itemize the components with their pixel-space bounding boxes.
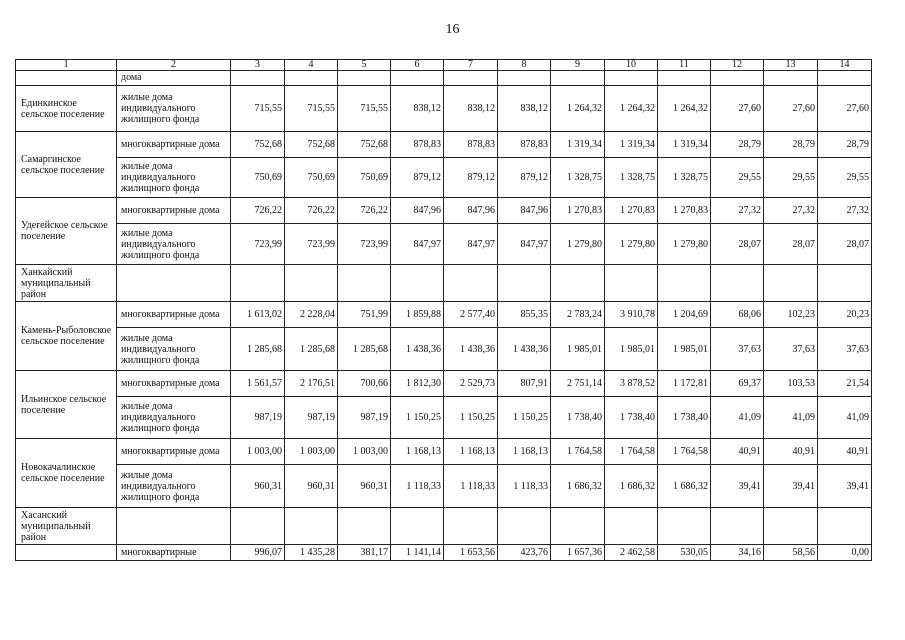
table-row xyxy=(16,397,872,439)
value-cell: 751,99 xyxy=(338,302,391,328)
value-cell: 1 279,80 xyxy=(658,224,711,265)
value-cell: 28,79 xyxy=(764,132,818,158)
value-cell: 723,99 xyxy=(285,224,338,265)
column-number: 2 xyxy=(117,60,231,71)
value-cell: 1 285,68 xyxy=(338,328,391,371)
value-cell: 1 657,36 xyxy=(551,545,605,561)
value-cell: 1 686,32 xyxy=(658,465,711,508)
value-cell: 1 859,88 xyxy=(391,302,444,328)
value-cell: 2 462,58 xyxy=(605,545,658,561)
value-cell xyxy=(231,265,285,302)
value-cell: 1 270,83 xyxy=(551,198,605,224)
value-cell: 27,32 xyxy=(711,198,764,224)
value-cell xyxy=(498,508,551,545)
value-cell: 1 150,25 xyxy=(444,397,498,439)
value-cell: 29,55 xyxy=(764,158,818,198)
value-cell: 700,66 xyxy=(338,371,391,397)
table-row xyxy=(16,465,872,508)
value-cell: 878,83 xyxy=(391,132,444,158)
value-cell: 37,63 xyxy=(818,328,872,371)
value-cell: 1 738,40 xyxy=(658,397,711,439)
value-cell: 1 118,33 xyxy=(444,465,498,508)
value-cell: 58,56 xyxy=(764,545,818,561)
value-cell: 723,99 xyxy=(231,224,285,265)
housing-type-cell: многоквартирные дома xyxy=(117,198,231,224)
municipality-cell: Ханкайский муниципальный район xyxy=(16,265,117,302)
value-cell: 1 328,75 xyxy=(605,158,658,198)
tariff-table xyxy=(15,59,872,561)
value-cell xyxy=(711,71,764,86)
housing-type-cell: многоквартирные xyxy=(117,545,231,561)
value-cell: 28,07 xyxy=(818,224,872,265)
value-cell: 68,06 xyxy=(711,302,764,328)
municipality-cell: Ильинское сельское поселение xyxy=(16,371,117,439)
value-cell: 847,96 xyxy=(498,198,551,224)
value-cell xyxy=(498,71,551,86)
housing-type-cell: жилые дома индивидуального жилищного фонда xyxy=(117,465,231,508)
value-cell xyxy=(231,508,285,545)
value-cell xyxy=(391,265,444,302)
value-cell: 2 228,04 xyxy=(285,302,338,328)
housing-type-cell: жилые дома индивидуального жилищного фонда xyxy=(117,328,231,371)
table-row xyxy=(16,545,872,561)
value-cell: 1 264,32 xyxy=(605,86,658,132)
value-cell: 1 279,80 xyxy=(551,224,605,265)
value-cell xyxy=(338,508,391,545)
column-number: 3 xyxy=(231,60,285,71)
value-cell: 1 270,83 xyxy=(605,198,658,224)
value-cell: 103,53 xyxy=(764,371,818,397)
table-row xyxy=(16,158,872,198)
column-number: 9 xyxy=(551,60,605,71)
value-cell: 855,35 xyxy=(498,302,551,328)
table-row xyxy=(16,508,872,545)
value-cell xyxy=(444,265,498,302)
column-number: 4 xyxy=(285,60,338,71)
value-cell: 987,19 xyxy=(338,397,391,439)
housing-type-cell: жилые дома индивидуального жилищного фонда xyxy=(117,86,231,132)
page-number: 16 xyxy=(445,22,460,37)
value-cell xyxy=(285,508,338,545)
value-cell xyxy=(231,71,285,86)
value-cell: 27,60 xyxy=(764,86,818,132)
value-cell xyxy=(711,265,764,302)
value-cell: 987,19 xyxy=(285,397,338,439)
value-cell: 1 172,81 xyxy=(658,371,711,397)
value-cell: 2 577,40 xyxy=(444,302,498,328)
value-cell: 1 438,36 xyxy=(391,328,444,371)
value-cell: 28,79 xyxy=(818,132,872,158)
value-cell: 750,69 xyxy=(285,158,338,198)
value-cell: 1 168,13 xyxy=(444,439,498,465)
column-number: 13 xyxy=(764,60,818,71)
value-cell: 715,55 xyxy=(338,86,391,132)
value-cell: 1 319,34 xyxy=(658,132,711,158)
value-cell: 1 168,13 xyxy=(391,439,444,465)
housing-type-cell: многоквартирные дома xyxy=(117,302,231,328)
value-cell: 37,63 xyxy=(764,328,818,371)
housing-type-cell: многоквартирные дома xyxy=(117,132,231,158)
column-number: 11 xyxy=(658,60,711,71)
value-cell: 1 264,32 xyxy=(551,86,605,132)
value-cell: 34,16 xyxy=(711,545,764,561)
value-cell: 39,41 xyxy=(818,465,872,508)
housing-type-cell: жилые дома индивидуального жилищного фонда xyxy=(117,158,231,198)
value-cell xyxy=(551,265,605,302)
value-cell: 39,41 xyxy=(711,465,764,508)
value-cell xyxy=(498,265,551,302)
value-cell: 29,55 xyxy=(818,158,872,198)
value-cell: 3 910,78 xyxy=(605,302,658,328)
value-cell: 1 561,57 xyxy=(231,371,285,397)
value-cell: 960,31 xyxy=(285,465,338,508)
value-cell: 1 003,00 xyxy=(338,439,391,465)
table-row xyxy=(16,439,872,465)
value-cell: 1 118,33 xyxy=(498,465,551,508)
column-number-row xyxy=(16,60,872,71)
value-cell: 847,97 xyxy=(444,224,498,265)
value-cell: 987,19 xyxy=(231,397,285,439)
value-cell xyxy=(444,508,498,545)
value-cell xyxy=(391,508,444,545)
housing-type-cell: жилые дома индивидуального жилищного фонда xyxy=(117,397,231,439)
table-row xyxy=(16,224,872,265)
value-cell: 752,68 xyxy=(338,132,391,158)
value-cell: 752,68 xyxy=(285,132,338,158)
column-number: 14 xyxy=(818,60,872,71)
value-cell: 878,83 xyxy=(498,132,551,158)
value-cell xyxy=(551,71,605,86)
municipality-cell: Самаргинское сельское поселение xyxy=(16,132,117,198)
value-cell: 0,00 xyxy=(818,545,872,561)
value-cell: 20,23 xyxy=(818,302,872,328)
value-cell: 1 985,01 xyxy=(605,328,658,371)
value-cell: 27,32 xyxy=(764,198,818,224)
value-cell: 21,54 xyxy=(818,371,872,397)
value-cell: 715,55 xyxy=(231,86,285,132)
value-cell: 750,69 xyxy=(338,158,391,198)
municipality-cell: Камень-Рыболовское сельское поселение xyxy=(16,302,117,371)
table-row xyxy=(16,265,872,302)
value-cell: 41,09 xyxy=(711,397,764,439)
column-number: 12 xyxy=(711,60,764,71)
table-row xyxy=(16,328,872,371)
municipality-cell xyxy=(16,545,117,561)
value-cell: 28,07 xyxy=(711,224,764,265)
value-cell xyxy=(551,508,605,545)
housing-type-cell: жилые дома индивидуального жилищного фонда xyxy=(117,224,231,265)
value-cell xyxy=(764,71,818,86)
value-cell xyxy=(285,71,338,86)
value-cell: 1 118,33 xyxy=(391,465,444,508)
value-cell: 1 150,25 xyxy=(498,397,551,439)
value-cell: 1 764,58 xyxy=(658,439,711,465)
value-cell: 29,55 xyxy=(711,158,764,198)
value-cell: 1 319,34 xyxy=(551,132,605,158)
value-cell: 752,68 xyxy=(231,132,285,158)
value-cell: 996,07 xyxy=(231,545,285,561)
housing-type-cell: многоквартирные дома xyxy=(117,439,231,465)
column-number: 6 xyxy=(391,60,444,71)
value-cell xyxy=(658,71,711,86)
value-cell xyxy=(658,265,711,302)
table-row xyxy=(16,86,872,132)
value-cell xyxy=(818,71,872,86)
value-cell: 1 279,80 xyxy=(605,224,658,265)
value-cell: 1 285,68 xyxy=(231,328,285,371)
value-cell xyxy=(605,71,658,86)
value-cell: 1 270,83 xyxy=(658,198,711,224)
value-cell: 838,12 xyxy=(391,86,444,132)
value-cell: 1 003,00 xyxy=(285,439,338,465)
value-cell: 3 878,52 xyxy=(605,371,658,397)
table-row xyxy=(16,132,872,158)
value-cell xyxy=(391,71,444,86)
column-number: 8 xyxy=(498,60,551,71)
value-cell: 838,12 xyxy=(498,86,551,132)
value-cell xyxy=(764,508,818,545)
value-cell: 27,32 xyxy=(818,198,872,224)
table-row xyxy=(16,198,872,224)
municipality-cell xyxy=(16,71,117,86)
column-number: 7 xyxy=(444,60,498,71)
value-cell: 1 150,25 xyxy=(391,397,444,439)
value-cell: 726,22 xyxy=(231,198,285,224)
table-row xyxy=(16,371,872,397)
value-cell: 960,31 xyxy=(338,465,391,508)
value-cell xyxy=(444,71,498,86)
value-cell xyxy=(605,265,658,302)
value-cell: 41,09 xyxy=(818,397,872,439)
value-cell: 39,41 xyxy=(764,465,818,508)
value-cell: 847,96 xyxy=(391,198,444,224)
value-cell: 726,22 xyxy=(338,198,391,224)
value-cell: 40,91 xyxy=(711,439,764,465)
housing-type-cell xyxy=(117,508,231,545)
value-cell: 1 141,14 xyxy=(391,545,444,561)
value-cell: 1 653,56 xyxy=(444,545,498,561)
value-cell: 1 613,02 xyxy=(231,302,285,328)
value-cell: 69,37 xyxy=(711,371,764,397)
value-cell: 381,17 xyxy=(338,545,391,561)
value-cell: 2 751,14 xyxy=(551,371,605,397)
value-cell xyxy=(605,508,658,545)
value-cell: 726,22 xyxy=(285,198,338,224)
value-cell: 1 328,75 xyxy=(658,158,711,198)
value-cell: 41,09 xyxy=(764,397,818,439)
value-cell: 27,60 xyxy=(711,86,764,132)
value-cell: 878,83 xyxy=(444,132,498,158)
value-cell: 1 985,01 xyxy=(551,328,605,371)
value-cell: 2 783,24 xyxy=(551,302,605,328)
value-cell: 28,07 xyxy=(764,224,818,265)
value-cell: 2 176,51 xyxy=(285,371,338,397)
value-cell xyxy=(818,265,872,302)
value-cell: 1 738,40 xyxy=(605,397,658,439)
value-cell: 847,97 xyxy=(498,224,551,265)
value-cell: 879,12 xyxy=(444,158,498,198)
value-cell: 1 319,34 xyxy=(605,132,658,158)
value-cell xyxy=(711,508,764,545)
municipality-cell: Хасанский муниципальный район xyxy=(16,508,117,545)
value-cell: 847,96 xyxy=(444,198,498,224)
value-cell: 1 168,13 xyxy=(498,439,551,465)
value-cell: 1 764,58 xyxy=(605,439,658,465)
municipality-cell: Удегейское сельское поселение xyxy=(16,198,117,265)
value-cell: 530,05 xyxy=(658,545,711,561)
value-cell: 1 438,36 xyxy=(498,328,551,371)
value-cell xyxy=(818,508,872,545)
value-cell xyxy=(285,265,338,302)
housing-type-cell: дома xyxy=(117,71,231,86)
value-cell: 879,12 xyxy=(498,158,551,198)
value-cell: 723,99 xyxy=(338,224,391,265)
value-cell: 1 328,75 xyxy=(551,158,605,198)
column-number: 1 xyxy=(16,60,117,71)
value-cell: 807,91 xyxy=(498,371,551,397)
value-cell: 960,31 xyxy=(231,465,285,508)
value-cell: 1 438,36 xyxy=(444,328,498,371)
value-cell: 838,12 xyxy=(444,86,498,132)
value-cell: 28,79 xyxy=(711,132,764,158)
value-cell: 750,69 xyxy=(231,158,285,198)
housing-type-cell: многоквартирные дома xyxy=(117,371,231,397)
value-cell xyxy=(658,508,711,545)
value-cell: 1 003,00 xyxy=(231,439,285,465)
value-cell xyxy=(338,71,391,86)
value-cell: 715,55 xyxy=(285,86,338,132)
value-cell: 27,60 xyxy=(818,86,872,132)
value-cell: 1 738,40 xyxy=(551,397,605,439)
table-row xyxy=(16,302,872,328)
value-cell: 1 435,28 xyxy=(285,545,338,561)
value-cell: 1 264,32 xyxy=(658,86,711,132)
value-cell: 1 764,58 xyxy=(551,439,605,465)
value-cell: 1 686,32 xyxy=(605,465,658,508)
column-number: 10 xyxy=(605,60,658,71)
value-cell: 40,91 xyxy=(764,439,818,465)
table-row xyxy=(16,71,872,86)
value-cell: 40,91 xyxy=(818,439,872,465)
column-number: 5 xyxy=(338,60,391,71)
value-cell: 1 985,01 xyxy=(658,328,711,371)
value-cell: 1 686,32 xyxy=(551,465,605,508)
value-cell: 1 285,68 xyxy=(285,328,338,371)
value-cell xyxy=(338,265,391,302)
value-cell: 2 529,73 xyxy=(444,371,498,397)
value-cell: 847,97 xyxy=(391,224,444,265)
housing-type-cell xyxy=(117,265,231,302)
value-cell: 1 204,69 xyxy=(658,302,711,328)
value-cell: 1 812,30 xyxy=(391,371,444,397)
municipality-cell: Новокачалинское сельское поселение xyxy=(16,439,117,508)
value-cell: 37,63 xyxy=(711,328,764,371)
value-cell: 423,76 xyxy=(498,545,551,561)
value-cell xyxy=(764,265,818,302)
value-cell: 879,12 xyxy=(391,158,444,198)
municipality-cell: Единкинское сельское поселение xyxy=(16,86,117,132)
value-cell: 102,23 xyxy=(764,302,818,328)
